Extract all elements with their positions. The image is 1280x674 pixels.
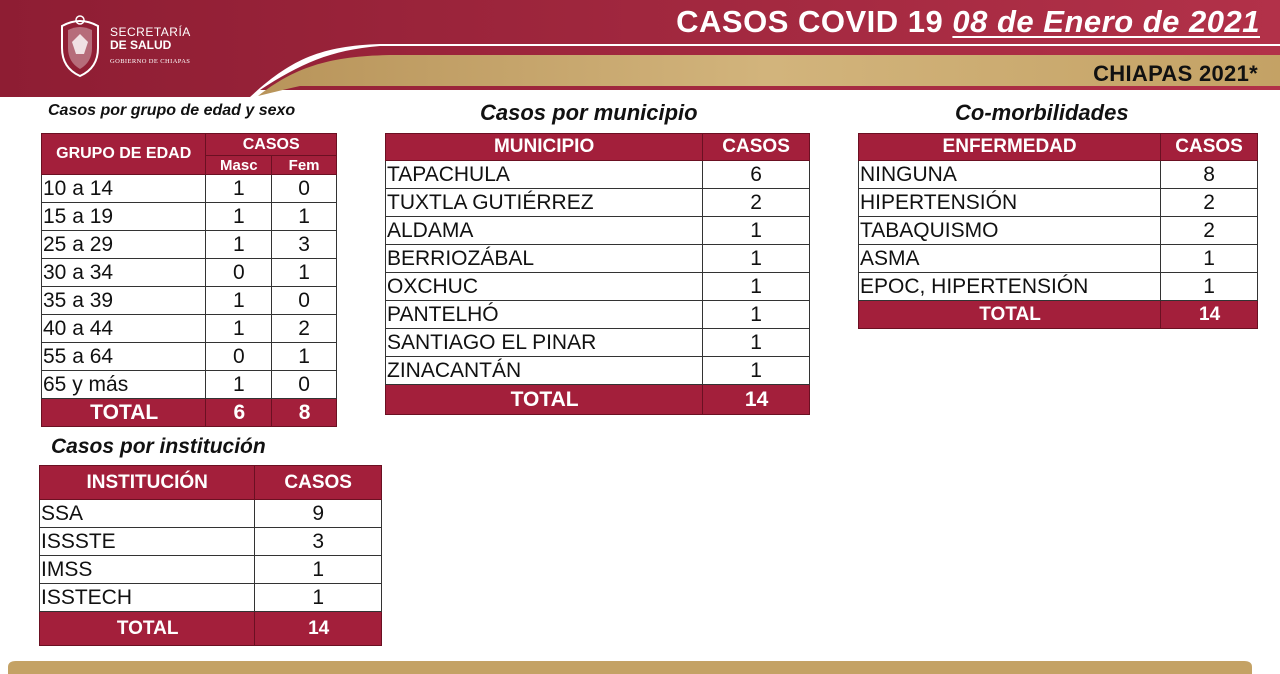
municipality-title: Casos por municipio xyxy=(480,100,698,125)
cell-label: 65 y más xyxy=(42,371,206,399)
institution-row xyxy=(40,556,382,584)
total-cases: 14 xyxy=(1161,301,1258,329)
cell-cases: 1 xyxy=(1161,273,1258,301)
total-label: TOTAL xyxy=(40,612,255,646)
cell-label: IMSS xyxy=(40,556,255,584)
cell-label: ALDAMA xyxy=(386,217,703,245)
comorbidities-table xyxy=(858,133,1258,329)
age-row xyxy=(42,315,337,343)
cell-m: 0 xyxy=(206,343,272,371)
header-age-group: GRUPO DE EDAD xyxy=(42,134,206,175)
cell-label: 35 a 39 xyxy=(42,287,206,315)
municipality-row xyxy=(386,189,810,217)
header-female: Fem xyxy=(272,156,337,175)
cell-label: EPOC, HIPERTENSIÓN xyxy=(859,273,1161,301)
cell-cases: 2 xyxy=(703,189,810,217)
header-cases: CASOS xyxy=(1161,134,1258,161)
cell-label: ISSSTE xyxy=(40,528,255,556)
age-row xyxy=(42,343,337,371)
cell-label: 30 a 34 xyxy=(42,259,206,287)
cell-cases: 8 xyxy=(1161,161,1258,189)
comorbidity-row xyxy=(859,189,1258,217)
cell-f: 1 xyxy=(272,259,337,287)
cell-label: TUXTLA GUTIÉRREZ xyxy=(386,189,703,217)
municipality-row xyxy=(386,245,810,273)
cell-f: 1 xyxy=(272,203,337,231)
cell-cases: 1 xyxy=(703,329,810,357)
cell-cases: 1 xyxy=(703,273,810,301)
header-disease: ENFERMEDAD xyxy=(859,134,1161,161)
cell-label: 15 a 19 xyxy=(42,203,206,231)
municipality-row xyxy=(386,329,810,357)
comorbidity-row xyxy=(859,273,1258,301)
total-male: 6 xyxy=(206,399,272,427)
cell-cases: 2 xyxy=(1161,189,1258,217)
age-row xyxy=(42,259,337,287)
comorbidities-total-row xyxy=(859,301,1258,329)
institution-title: Casos por institución xyxy=(51,435,266,458)
logo-line-secretaria: SECRETARÍA xyxy=(110,25,191,39)
cell-m: 0 xyxy=(206,259,272,287)
cell-f: 0 xyxy=(272,175,337,203)
cell-m: 1 xyxy=(206,287,272,315)
cell-label: SSA xyxy=(40,500,255,528)
cell-label: BERRIOZÁBAL xyxy=(386,245,703,273)
age-row xyxy=(42,175,337,203)
cell-label: ISSTECH xyxy=(40,584,255,612)
cell-cases: 1 xyxy=(703,301,810,329)
cell-cases: 9 xyxy=(255,500,382,528)
header-male: Masc xyxy=(206,156,272,175)
coat-of-arms-icon xyxy=(56,12,104,78)
cell-label: ZINACANTÁN xyxy=(386,357,703,385)
page-subtitle: CHIAPAS 2021* xyxy=(1093,61,1258,86)
age-total-row xyxy=(42,399,337,427)
cell-cases: 1 xyxy=(255,584,382,612)
age-row xyxy=(42,203,337,231)
total-cases: 14 xyxy=(255,612,382,646)
cell-f: 2 xyxy=(272,315,337,343)
cell-m: 1 xyxy=(206,203,272,231)
page-title xyxy=(676,4,1260,40)
bottom-gold-bar xyxy=(0,659,1280,674)
cell-label: 55 a 64 xyxy=(42,343,206,371)
comorbidities-title: Co-morbilidades xyxy=(955,100,1129,125)
age-sex-title: Casos por grupo de edad y sexo xyxy=(48,102,296,119)
logo-text xyxy=(110,26,191,65)
comorbidity-row xyxy=(859,217,1258,245)
institution-total-row xyxy=(40,612,382,646)
cell-cases: 1 xyxy=(1161,245,1258,273)
cell-label: 25 a 29 xyxy=(42,231,206,259)
title-date: 08 de Enero de 2021 xyxy=(952,4,1260,39)
cell-cases: 1 xyxy=(703,245,810,273)
cell-m: 1 xyxy=(206,315,272,343)
cell-cases: 2 xyxy=(1161,217,1258,245)
cell-label: SANTIAGO EL PINAR xyxy=(386,329,703,357)
header-cases: CASOS xyxy=(206,134,337,156)
total-female: 8 xyxy=(272,399,337,427)
cell-m: 1 xyxy=(206,371,272,399)
cell-label: TABAQUISMO xyxy=(859,217,1161,245)
header-banner xyxy=(0,0,1280,98)
cell-f: 3 xyxy=(272,231,337,259)
total-cases: 14 xyxy=(703,385,810,415)
cell-f: 0 xyxy=(272,287,337,315)
logo-line-salud: DE SALUD xyxy=(110,38,172,52)
cell-cases: 1 xyxy=(703,217,810,245)
title-main: CASOS COVID 19 xyxy=(676,4,944,39)
total-label: TOTAL xyxy=(42,399,206,427)
cell-label: 10 a 14 xyxy=(42,175,206,203)
municipality-row xyxy=(386,217,810,245)
header-municipality: MUNICIPIO xyxy=(386,134,703,161)
municipality-row xyxy=(386,161,810,189)
institution-row xyxy=(40,500,382,528)
cell-f: 1 xyxy=(272,343,337,371)
institution-table xyxy=(39,465,382,646)
cell-cases: 3 xyxy=(255,528,382,556)
institution-row xyxy=(40,528,382,556)
header-cases: CASOS xyxy=(703,134,810,161)
header-cases: CASOS xyxy=(255,466,382,500)
municipality-row xyxy=(386,357,810,385)
institution-row xyxy=(40,584,382,612)
comorbidity-row xyxy=(859,245,1258,273)
municipality-table xyxy=(385,133,810,415)
cell-f: 0 xyxy=(272,371,337,399)
cell-m: 1 xyxy=(206,175,272,203)
age-row xyxy=(42,287,337,315)
total-label: TOTAL xyxy=(386,385,703,415)
age-row xyxy=(42,231,337,259)
municipality-total-row xyxy=(386,385,810,415)
header-institution: INSTITUCIÓN xyxy=(40,466,255,500)
cell-cases: 1 xyxy=(703,357,810,385)
cell-label: HIPERTENSIÓN xyxy=(859,189,1161,217)
age-sex-table xyxy=(41,133,337,427)
cell-cases: 1 xyxy=(255,556,382,584)
cell-label: TAPACHULA xyxy=(386,161,703,189)
total-label: TOTAL xyxy=(859,301,1161,329)
municipality-row xyxy=(386,273,810,301)
cell-cases: 6 xyxy=(703,161,810,189)
cell-label: PANTELHÓ xyxy=(386,301,703,329)
cell-label: OXCHUC xyxy=(386,273,703,301)
logo-line-gobierno: GOBIERNO DE CHIAPAS xyxy=(110,58,191,65)
cell-label: ASMA xyxy=(859,245,1161,273)
cell-label: 40 a 44 xyxy=(42,315,206,343)
age-row xyxy=(42,371,337,399)
comorbidity-row xyxy=(859,161,1258,189)
municipality-row xyxy=(386,301,810,329)
cell-label: NINGUNA xyxy=(859,161,1161,189)
cell-m: 1 xyxy=(206,231,272,259)
